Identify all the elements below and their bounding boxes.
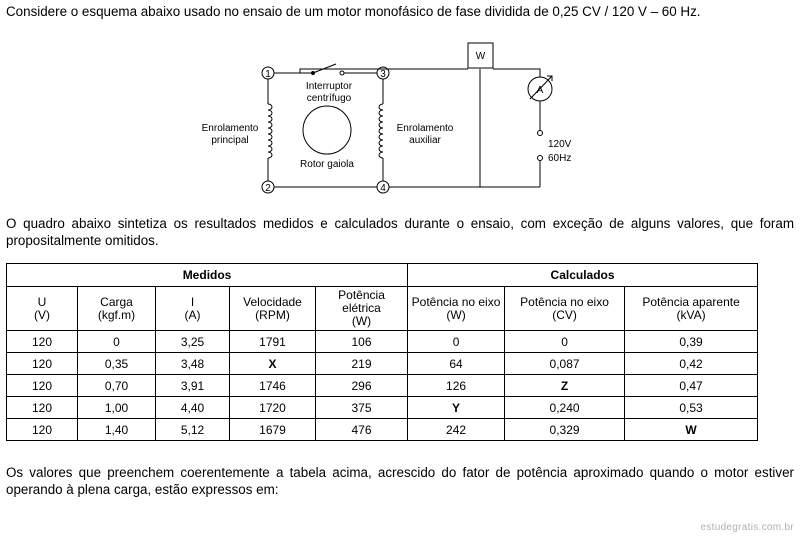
column-header: Potência aparente (kVA) <box>625 287 758 331</box>
wattmeter-symbol: W <box>475 51 486 62</box>
table-cell: 375 <box>316 397 408 419</box>
table-cell: 242 <box>408 419 505 441</box>
main-winding-coil <box>268 104 272 158</box>
table-cell: 126 <box>408 375 505 397</box>
table-row <box>7 331 758 353</box>
switch-label-line2: centrífugo <box>306 93 352 104</box>
aux-winding-label-line2: auxiliar <box>409 135 441 146</box>
missing-value-x: X <box>230 353 316 375</box>
group-measured-header: Medidos <box>7 264 408 287</box>
node-1-label: 1 <box>265 69 271 80</box>
column-header: Carga (kgf.m) <box>78 287 156 331</box>
table-cell: 120 <box>7 331 78 353</box>
table-cell: 0,42 <box>625 353 758 375</box>
table-cell: 476 <box>316 419 408 441</box>
switch-contact-right <box>340 71 344 75</box>
table-cell: 0,087 <box>505 353 625 375</box>
supply-frequency-label: 60Hz <box>548 153 572 164</box>
column-header: Potência no eixo (CV) <box>505 287 625 331</box>
column-header: I (A) <box>156 287 230 331</box>
column-header: U (V) <box>7 287 78 331</box>
table-cell: 1720 <box>230 397 316 419</box>
table-cell: 1679 <box>230 419 316 441</box>
table-cell: 0 <box>78 331 156 353</box>
circuit-diagram <box>0 0 800 215</box>
ammeter-symbol: A <box>536 85 544 96</box>
table-cell: 1791 <box>230 331 316 353</box>
middle-text: O quadro abaixo sintetiza os resultados medidos e calculados durante o ensaio, com exceção de alguns valores, que foram propositalmente omitidos. <box>6 216 794 248</box>
column-header: Potência elétrica (W) <box>316 287 408 331</box>
aux-winding-coil <box>379 104 383 158</box>
table-cell: 219 <box>316 353 408 375</box>
supply-terminal-top <box>538 131 543 136</box>
aux-winding-label-line1: Enrolamento <box>396 123 454 134</box>
table-cell: 0,53 <box>625 397 758 419</box>
missing-value-z: Z <box>505 375 625 397</box>
rotor-label: Rotor gaiola <box>300 159 354 170</box>
table-row <box>7 397 758 419</box>
table-cell: 0,35 <box>78 353 156 375</box>
table-cell: 3,25 <box>156 331 230 353</box>
table-cell: 0,47 <box>625 375 758 397</box>
table-cell: 120 <box>7 419 78 441</box>
table-cell: 5,12 <box>156 419 230 441</box>
group-calculated-header: Calculados <box>408 264 758 287</box>
table-cell: 64 <box>408 353 505 375</box>
table-cell: 106 <box>316 331 408 353</box>
supply-voltage-label: 120V <box>548 139 572 150</box>
table-cell: 120 <box>7 397 78 419</box>
table-cell: 4,40 <box>156 397 230 419</box>
column-header: Potência no eixo (W) <box>408 287 505 331</box>
main-winding-label-line1: Enrolamento <box>201 123 259 134</box>
table-cell: 1746 <box>230 375 316 397</box>
results-table <box>6 263 758 441</box>
node-4-label: 4 <box>380 183 386 194</box>
table-cell: 120 <box>7 375 78 397</box>
intro-text: Considere o esquema abaixo usado no ensaio de um motor monofásico de fase dividida de 0,25 CV / 120 V – 60 Hz. <box>6 4 701 19</box>
table-cell: 0,70 <box>78 375 156 397</box>
table-row <box>7 419 758 441</box>
table-row <box>7 375 758 397</box>
main-winding-label-line2: principal <box>211 135 249 146</box>
wire-wattmeter-to-ammeter <box>493 69 540 77</box>
table-cell: 0,240 <box>505 397 625 419</box>
table-cell: 3,48 <box>156 353 230 375</box>
table-cell: 0 <box>408 331 505 353</box>
table-cell: 1,00 <box>78 397 156 419</box>
column-header: Velocidade (RPM) <box>230 287 316 331</box>
table-cell: 0,39 <box>625 331 758 353</box>
node-3-label: 3 <box>380 69 386 80</box>
rotor-circle <box>303 106 351 154</box>
missing-value-y: Y <box>408 397 505 419</box>
table-cell: 120 <box>7 353 78 375</box>
closing-text: Os valores que preenchem coerentemente a tabela acima, acrescido do fator de potência aproximado quando o motor estiver operando à plena carga, estão expressos em: <box>6 465 794 497</box>
missing-value-w: W <box>625 419 758 441</box>
node-2-label: 2 <box>265 183 271 194</box>
switch-contact-left <box>311 71 315 75</box>
table-cell: 3,91 <box>156 375 230 397</box>
table-cell: 1,40 <box>78 419 156 441</box>
watermark: estudegratis.com.br <box>700 522 794 533</box>
switch-label-line1: Interruptor <box>305 81 353 92</box>
table-cell: 0,329 <box>505 419 625 441</box>
table-row <box>7 353 758 375</box>
table-cell: 0 <box>505 331 625 353</box>
table-cell: 296 <box>316 375 408 397</box>
supply-terminal-bottom <box>538 156 543 161</box>
